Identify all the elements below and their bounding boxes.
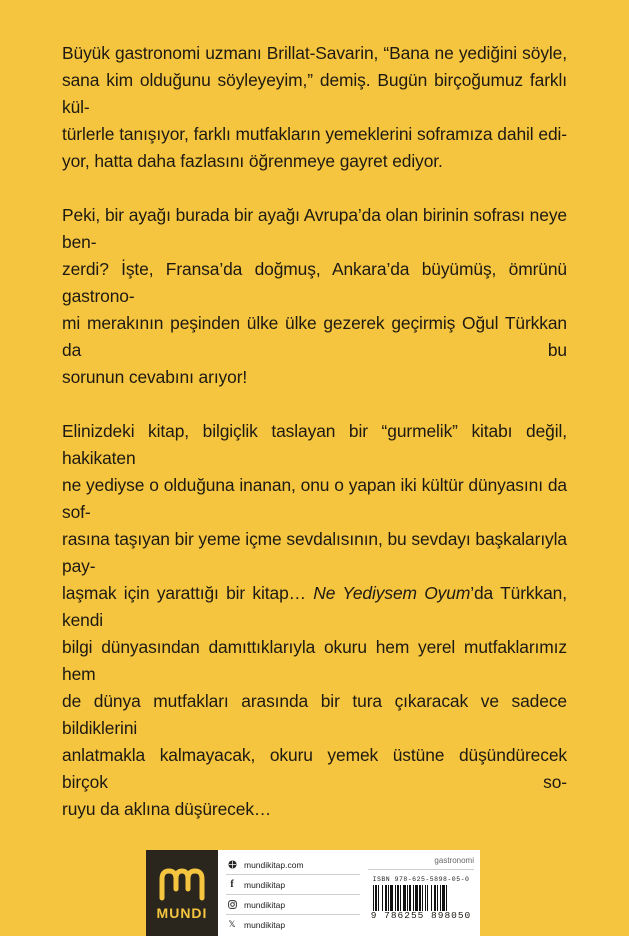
logo-wordmark: MUNDI (156, 905, 208, 921)
paragraph-1 (62, 40, 567, 175)
text-line: ne yediyse o olduğuna inanan, onu o yapan iki kültür dünyasını da sof- (62, 475, 567, 522)
link-facebook[interactable] (226, 875, 360, 895)
text-line (62, 580, 567, 634)
publisher-footer (146, 850, 480, 936)
x-icon: 𝕏 (228, 919, 236, 929)
instagram-icon (226, 899, 238, 911)
category-label: gastronomi (368, 856, 474, 870)
publisher-logo (146, 850, 218, 936)
link-text: mundikitap.com (244, 859, 304, 870)
text-line: ruyu da aklına düşürecek… (62, 799, 272, 819)
text-fragment: ’da Türkkan, kendi (62, 583, 567, 630)
text-line: yor, hatta daha fazlasını öğrenmeye gayret ediyor. (62, 151, 443, 171)
text-line: anlatmakla kalmayacak, okuru yemek üstüne düşündürecek birçok so- (62, 745, 567, 792)
facebook-icon: f (230, 879, 234, 890)
paragraph-3 (62, 418, 567, 823)
link-instagram[interactable] (226, 895, 360, 915)
text-line: Elinizdeki kitap, bilgiçlik taslayan bir “gurmelik” kitabı değil, hakikaten (62, 421, 567, 468)
book-title-italic: Ne Yediysem Oyum (313, 583, 471, 603)
text-line: mi merakının peşinden ülke ülke gezerek geçirmiş Oğul Türkkan da bu (62, 313, 567, 360)
link-x[interactable] (226, 915, 360, 934)
text-line: zerdi? İşte, Fransa’da doğmuş, Ankara’da büyümüş, ömrünü gastrono- (62, 259, 567, 306)
text-line: de dünya mutfakları arasında bir tura çıkaracak ve sadece bildiklerini (62, 691, 567, 738)
mundi-logo-mark-icon (157, 865, 207, 903)
barcode-number: 9 786255 898050 (370, 910, 472, 921)
text-line: sana kim olduğunu söyleyeyim,” demiş. Bugün birçoğumuz farklı kül- (62, 70, 567, 117)
link-text: mundikitap (244, 899, 286, 910)
link-website[interactable] (226, 855, 360, 875)
barcode-icon (371, 885, 471, 911)
text-line: türlerle tanışıyor, farklı mutfakların yemeklerini soframıza dahil edi- (62, 124, 567, 144)
link-text: mundikitap (244, 879, 286, 890)
text-line: sorunun cevabını arıyor! (62, 367, 248, 387)
publisher-links (218, 850, 360, 936)
back-cover-blurb (62, 40, 567, 850)
text-line: Peki, bir ayağı burada bir ayağı Avrupa’da olan birinin sofrası neye ben- (62, 205, 567, 252)
link-text: mundikitap (244, 919, 286, 930)
text-line: bilgi dünyasından damıttıklarıyla okuru hem yerel mutfaklarımız hem (62, 637, 567, 684)
text-line: rasına taşıyan bir yeme içme sevdalısının, bu sevdayı başkalarıyla pay- (62, 529, 567, 576)
text-line: Büyük gastronomi uzmanı Brillat-Savarin, “Bana ne yediğini söyle, (62, 43, 567, 63)
text-fragment: laşmak için yarattığı bir kitap… (62, 583, 306, 603)
paragraph-2 (62, 202, 567, 391)
isbn-text: ISBN 978-625-5898-05-0 (372, 876, 470, 883)
globe-icon (226, 859, 238, 871)
isbn-area (360, 850, 480, 936)
